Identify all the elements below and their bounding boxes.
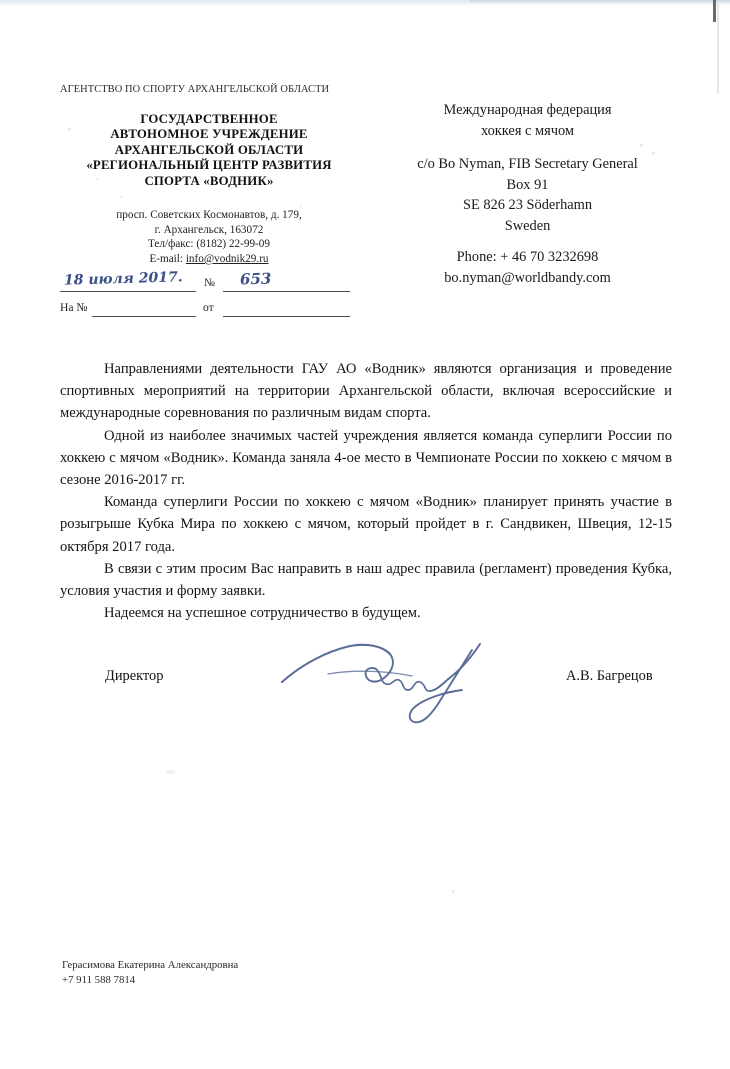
footer-contact-phone: +7 911 588 7814	[62, 974, 136, 986]
recipient-org-line-1: Международная федерация	[443, 102, 612, 118]
document-footer-contact	[62, 958, 238, 988]
recipient-postal-line: SE 826 23 Söderhamn	[462, 197, 593, 213]
reference-date-rule	[60, 291, 196, 292]
organization-name-block	[44, 112, 374, 189]
email-link[interactable]: info@vodnik29.ru	[185, 252, 269, 265]
org-name-line: ГОСУДАРСТВЕННОЕ	[140, 112, 278, 126]
signatory-title: Директор	[105, 668, 164, 684]
org-name-line: АРХАНГЕЛЬСКОЙ ОБЛАСТИ	[114, 142, 304, 157]
recipient-spacer	[385, 141, 670, 154]
body-paragraph: Надеемся на успешное сотрудничество в будущем.	[104, 605, 421, 622]
org-name-line: АВТОНОМНОЕ УЧРЕЖДЕНИЕ	[110, 127, 308, 142]
recipient-address-block	[385, 100, 670, 288]
org-name-line: СПОРТА «ВОДНИК»	[144, 173, 274, 188]
from-date-rule	[223, 316, 350, 317]
email-label: E-mail:	[149, 252, 184, 265]
reference-date-row	[60, 269, 350, 294]
body-paragraph: Направлениями деятельности ГАУ АО «Водник» являются организация и проведение спортивных мероприятий на территории Архангельской области, включая всероссийские и международные соревнования по различным видам спорта.	[60, 361, 672, 422]
recipient-attention-line: c/o Bo Nyman, FIB Secretary General	[417, 156, 638, 172]
reply-to-label: На №	[60, 301, 88, 314]
scan-speck	[300, 205, 302, 207]
letter-body	[60, 358, 672, 624]
reply-reference-row	[60, 299, 350, 319]
body-paragraph: Команда суперлиги России по хоккею с мячом «Водник» планирует принять участие в розыгрыше Кубка Мира по хоккею с мячом, который пройдет в г. Сандвикен, Швеция, 12-15 октября 2017 года.	[60, 494, 672, 555]
from-date-label: от	[203, 301, 214, 314]
scan-speck	[166, 770, 175, 774]
body-paragraph: В связи с этим просим Вас направить в наш адрес правила (регламент) проведения Кубка, условия участия и форму заявки.	[60, 560, 672, 600]
organization-address-block	[44, 208, 374, 266]
reply-to-rule	[92, 316, 196, 317]
recipient-email-line: bo.nyman@worldbandy.com	[444, 269, 611, 286]
handwritten-signature	[272, 636, 502, 731]
address-line-phone: Тел/факс: (8182) 22-99-09	[148, 238, 270, 251]
reference-number-rule	[223, 291, 350, 292]
address-line-email	[44, 252, 374, 267]
handwritten-date: 18 июля 2017.	[63, 269, 183, 289]
handwritten-reference-number: 653	[239, 269, 272, 289]
signatory-name: А.В. Багрецов	[566, 668, 653, 684]
scan-speck	[452, 890, 455, 893]
recipient-phone-line: Phone: + 46 70 3232698	[456, 249, 599, 265]
scan-top-right-edge-artifact	[470, 0, 730, 5]
recipient-spacer	[385, 236, 670, 247]
scan-speck	[120, 196, 122, 198]
org-name-line: «РЕГИОНАЛЬНЫЙ ЦЕНТР РАЗВИТИЯ	[86, 158, 332, 173]
agency-header-line: АГЕНТСТВО ПО СПОРТУ АРХАНГЕЛЬСКОЙ ОБЛАСТИ	[60, 84, 330, 95]
scan-right-faint-mark	[717, 4, 719, 94]
scan-right-dark-mark	[713, 0, 716, 22]
body-paragraph: Одной из наиболее значимых частей учреждения является команда суперлиги России по хоккею с мячом «Водник». Команда заняла 4-ое место в Чемпионате России по хоккею с мячом в сезоне 2016-2017 гг.	[60, 427, 672, 489]
footer-contact-name: Герасимова Екатерина Александровна	[62, 959, 239, 971]
address-line-street: просп. Советских Космонавтов, д. 179,	[116, 209, 302, 221]
recipient-country-line: Sweden	[504, 217, 551, 234]
recipient-org-line-2: хоккея с мячом	[480, 122, 575, 139]
recipient-box-line: Box 91	[506, 176, 549, 193]
reference-number-label: №	[204, 277, 215, 289]
address-line-city: г. Архангельск, 163072	[154, 223, 264, 236]
